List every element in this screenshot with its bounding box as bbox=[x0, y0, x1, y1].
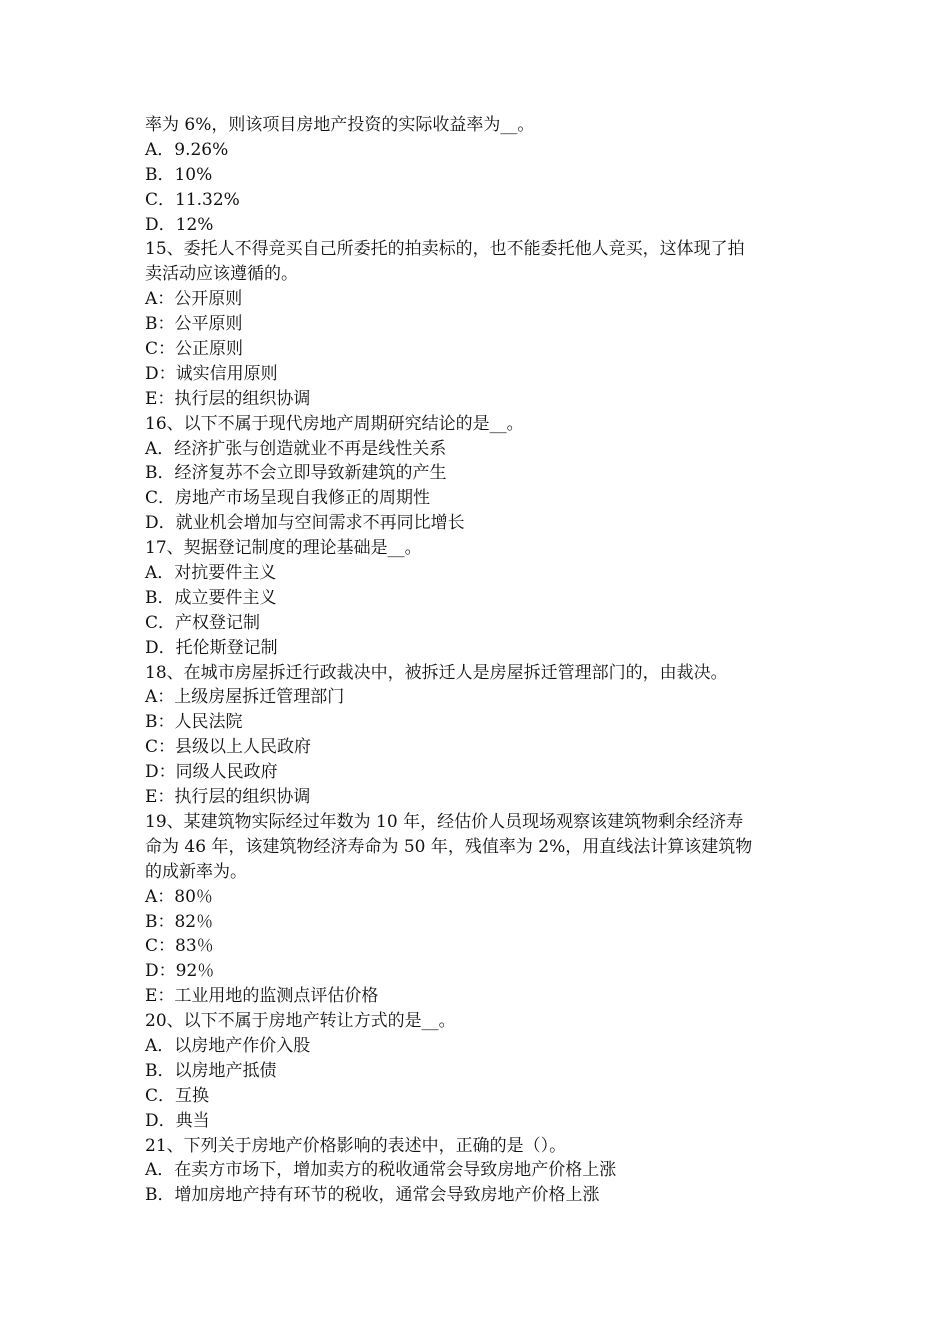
question-line: 20、以下不属于房地产转让方式的是__。 bbox=[145, 1011, 456, 1032]
question-line: 19、某建筑物实际经过年数为 10 年，经估价人员现场观察该建筑物剩余经济寿 bbox=[145, 811, 744, 832]
option-line: D：92％ bbox=[145, 961, 215, 982]
option-line: B：公平原则 bbox=[145, 314, 243, 335]
option-line: C．房地产市场呈现自我修正的周期性 bbox=[145, 488, 431, 509]
option-line: B．增加房地产持有环节的税收，通常会导致房地产价格上涨 bbox=[145, 1185, 600, 1206]
document-body bbox=[145, 113, 815, 1208]
option-line: E：工业用地的监测点评估价格 bbox=[145, 986, 379, 1007]
question-line: 17、契据登记制度的理论基础是__。 bbox=[145, 538, 422, 559]
question-line: 15、委托人不得竞买自己所委托的拍卖标的，也不能委托他人竞买，这体现了拍 bbox=[145, 239, 745, 260]
option-line: B：82％ bbox=[145, 911, 214, 932]
option-line: D．托伦斯登记制 bbox=[145, 637, 278, 658]
option-line: A：上级房屋拆迁管理部门 bbox=[145, 687, 345, 708]
option-line: A．在卖方市场下，增加卖方的税收通常会导致房地产价格上涨 bbox=[145, 1160, 617, 1181]
option-line: D．就业机会增加与空间需求不再同比增长 bbox=[145, 513, 465, 534]
question-line: 的成新率为。 bbox=[145, 861, 247, 882]
option-line: A．对抗要件主义 bbox=[145, 563, 277, 584]
question-line: 卖活动应该遵循的。 bbox=[145, 264, 298, 285]
option-line: C．产权登记制 bbox=[145, 612, 261, 633]
option-line: A：80％ bbox=[145, 886, 213, 907]
option-line: C：公正原则 bbox=[145, 339, 244, 360]
question-line: 命为 46 年，该建筑物经济寿命为 50 年，残值率为 2%，用直线法计算该建筑物 bbox=[145, 836, 753, 857]
option-line: D：诚实信用原则 bbox=[145, 363, 278, 384]
option-line: B：人民法院 bbox=[145, 712, 243, 733]
option-line: B．10% bbox=[145, 164, 213, 185]
question-line: 16、以下不属于现代房地产周期研究结论的是__。 bbox=[145, 413, 524, 434]
option-line: A．9.26% bbox=[145, 139, 229, 160]
option-line: D．典当 bbox=[145, 1110, 210, 1131]
question-line: 18、在城市房屋拆迁行政裁决中，被拆迁人是房屋拆迁管理部门的，由裁决。 bbox=[145, 662, 728, 683]
option-line: D．12% bbox=[145, 214, 214, 235]
option-line: C．互换 bbox=[145, 1085, 210, 1106]
text-line: 率为 6%，则该项目房地产投资的实际收益率为__。 bbox=[145, 115, 535, 135]
option-line: A：公开原则 bbox=[145, 289, 243, 310]
option-line: C：83％ bbox=[145, 936, 214, 957]
option-line: E：执行层的组织协调 bbox=[145, 787, 311, 808]
option-line: B．成立要件主义 bbox=[145, 587, 277, 608]
option-line: E：执行层的组织协调 bbox=[145, 388, 311, 409]
option-line: B．经济复苏不会立即导致新建筑的产生 bbox=[145, 463, 447, 484]
option-line: A．经济扩张与创造就业不再是线性关系 bbox=[145, 438, 447, 459]
question-line: 21、下列关于房地产价格影响的表述中，正确的是（）。 bbox=[145, 1135, 567, 1156]
option-line: A．以房地产作价入股 bbox=[145, 1035, 311, 1056]
option-line: C．11.32% bbox=[145, 189, 240, 210]
option-line: D：同级人民政府 bbox=[145, 762, 278, 783]
option-line: B．以房地产抵债 bbox=[145, 1060, 277, 1081]
option-line: C：县级以上人民政府 bbox=[145, 737, 312, 758]
